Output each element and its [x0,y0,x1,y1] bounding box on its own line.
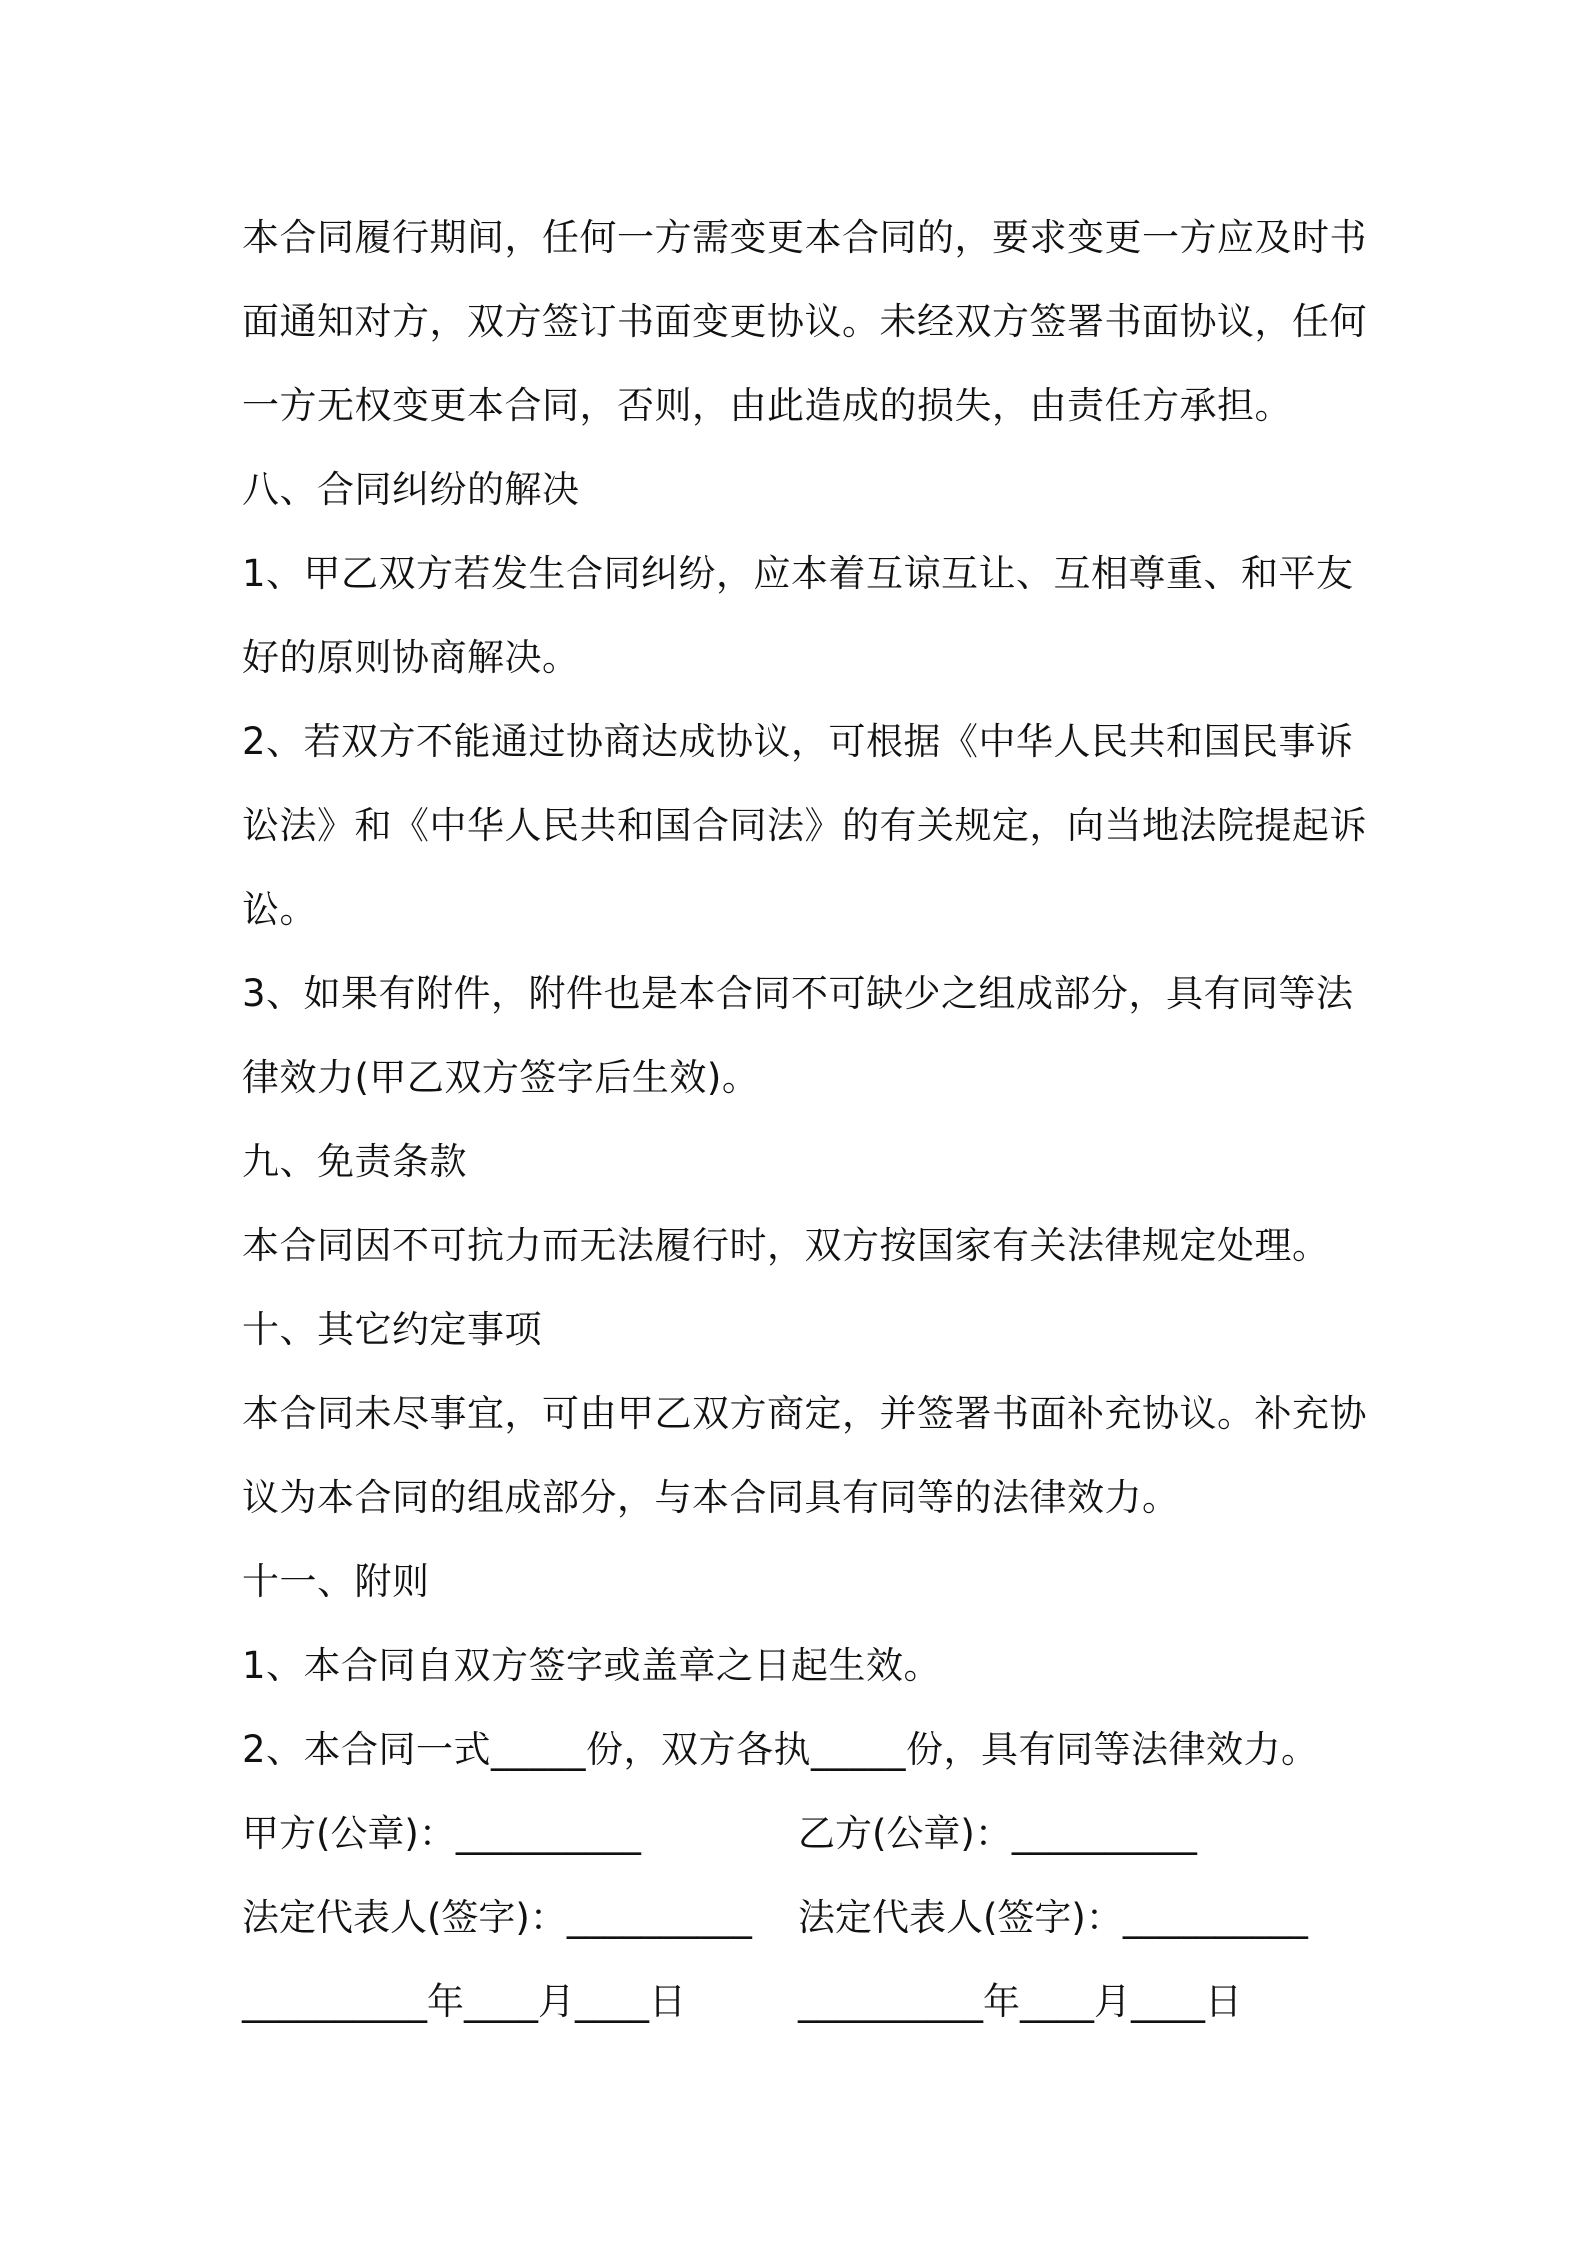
party-b-date: __________年____月____日 [798,1980,1242,2023]
section-heading-other-terms: 十、其它约定事项 [242,1308,542,1351]
text-line: 3、如果有附件，附件也是本合同不可缺少之组成部分，具有同等法 [242,972,1354,1015]
party-a-date: __________年____月____日 [242,1980,686,2023]
section-heading-dispute: 八、合同纠纷的解决 [242,468,580,511]
text-line: 本合同因不可抗力而无法履行时，双方按国家有关法律规定处理。 [242,1224,1330,1267]
section-heading-disclaimer: 九、免责条款 [242,1140,467,1183]
text-line: 本合同未尽事宜，可由甲乙双方商定，并签署书面补充协议。补充协 [242,1392,1367,1435]
text-line: 一方无权变更本合同，否则，由此造成的损失，由责任方承担。 [242,384,1292,427]
text-line: 2、本合同一式_____份，双方各执_____份，具有同等法律效力。 [242,1728,1319,1771]
text-line: 本合同履行期间，任何一方需变更本合同的，要求变更一方应及时书 [242,216,1367,259]
text-line: 1、甲乙双方若发生合同纠纷，应本着互谅互让、互相尊重、和平友 [242,552,1354,595]
text-line: 律效力(甲乙双方签字后生效)。 [242,1056,760,1099]
party-b-seal: 乙方(公章)：__________ [798,1812,1197,1855]
text-line: 1、本合同自双方签字或盖章之日起生效。 [242,1644,942,1687]
text-line: 2、若双方不能通过协商达成协议，可根据《中华人民共和国民事诉 [242,720,1354,763]
text-line: 面通知对方，双方签订书面变更协议。未经双方签署书面协议，任何 [242,300,1367,343]
section-heading-supplementary: 十一、附则 [242,1560,430,1603]
party-a-representative: 法定代表人(签字)：__________ [242,1896,752,1939]
signature-row-date [242,1960,1362,2044]
text-line: 好的原则协商解决。 [242,636,580,679]
signature-row-representative [242,1876,1362,1960]
text-line: 讼法》和《中华人民共和国合同法》的有关规定，向当地法院提起诉 [242,804,1367,847]
text-line: 讼。 [242,888,317,931]
signature-row-seal [242,1792,1362,1876]
text-line: 议为本合同的组成部分，与本合同具有同等的法律效力。 [242,1476,1180,1519]
party-b-representative: 法定代表人(签字)：__________ [798,1896,1308,1939]
contract-page [242,196,1367,2044]
party-a-seal: 甲方(公章)：__________ [242,1812,641,1855]
